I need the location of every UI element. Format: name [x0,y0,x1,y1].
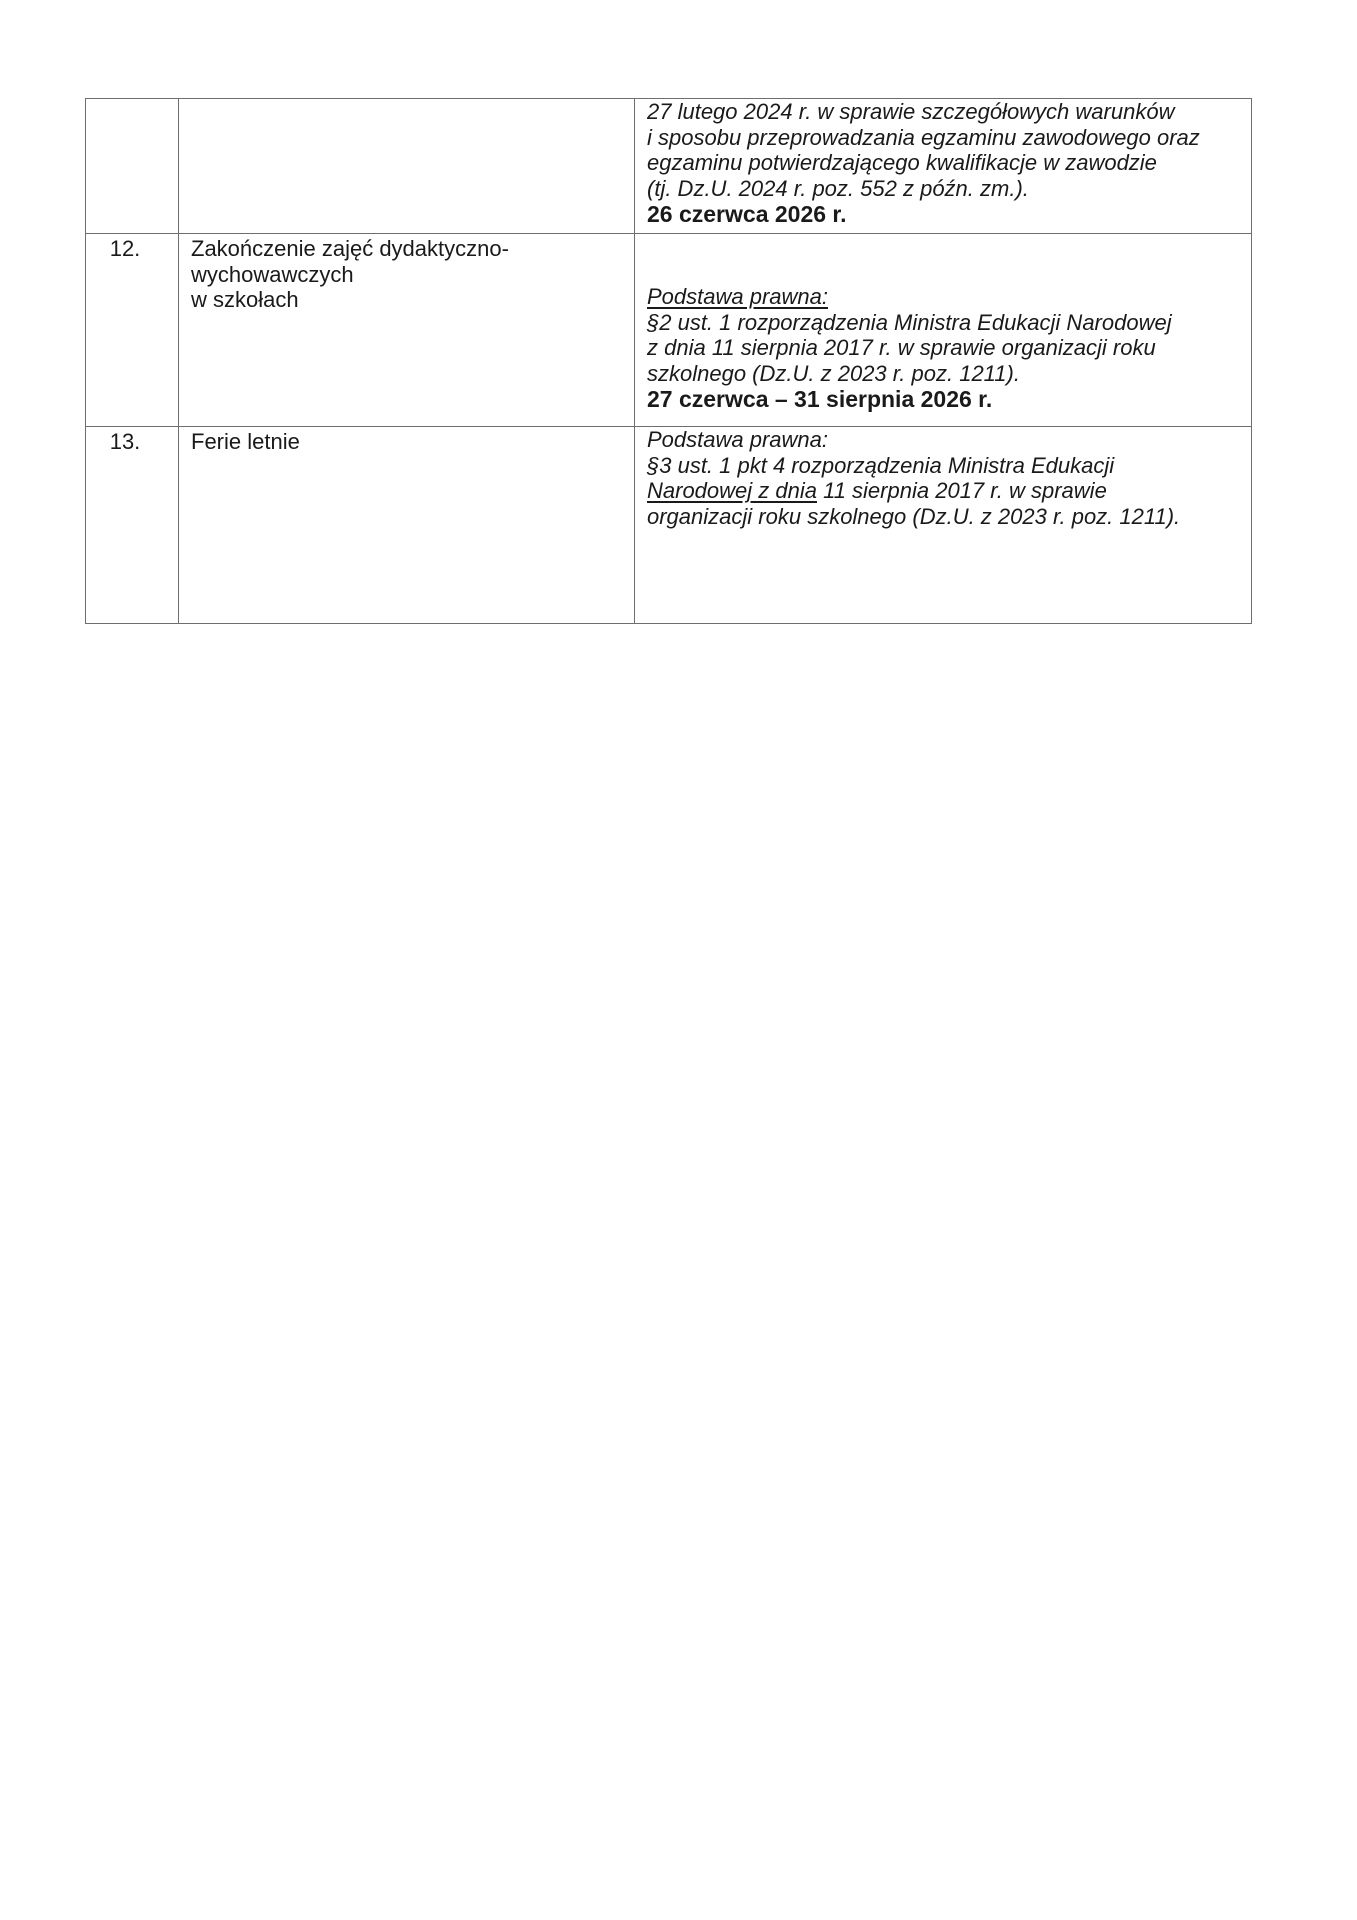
row-number-cell: 13. [86,427,179,624]
spacer [647,234,1241,259]
legal-basis-line: §3 ust. 1 pkt 4 rozporządzenia Ministra Edukacji [647,452,1115,478]
table-row [86,234,1252,427]
table-row [86,99,1252,234]
legal-basis-line: i sposobu przeprowadzania egzaminu zawodowego oraz [647,124,1200,150]
event-line: Zakończenie zajęć dydaktyczno- [191,236,509,261]
legal-basis-line: organizacji roku szkolnego (Dz.U. z 2023 r. poz. 1211). [647,503,1181,529]
legal-basis-label: Podstawa prawna: [647,427,828,452]
spacer [647,259,1241,284]
underlined-text: Narodowej z dnia [647,478,817,503]
legal-basis-line: (tj. Dz.U. 2024 r. poz. 552 z późn. zm.). [647,175,1029,201]
date-value: 26 czerwca 2026 r. [647,201,847,227]
event-line: w szkołach [191,287,299,312]
row-number-cell [86,99,179,234]
legal-basis-line [647,478,1241,504]
event-cell [179,234,635,427]
legal-basis-line: 27 lutego 2024 r. w sprawie szczegółowych warunków [647,99,1175,124]
legal-basis-label: Podstawa prawna: [647,284,828,309]
event-line: wychowawczych [191,261,354,287]
legal-basis-text: 11 sierpnia 2017 r. w sprawie [816,478,1107,503]
event-cell [179,99,635,234]
schedule-table [85,98,1252,624]
table-row [86,427,1252,624]
date-value: 27 czerwca – 31 sierpnia 2026 r. [647,386,993,412]
legal-basis-line: egzaminu potwierdzającego kwalifikacje w zawodzie [647,150,1157,175]
date-cell [635,99,1252,234]
legal-basis-line: z dnia 11 sierpnia 2017 r. w sprawie organizacji roku [647,335,1156,360]
legal-basis-line: szkolnego (Dz.U. z 2023 r. poz. 1211). [647,360,1020,386]
legal-basis-line: §2 ust. 1 rozporządzenia Ministra Edukacji Narodowej [647,309,1172,335]
row-number-cell: 12. [86,234,179,427]
date-cell [635,234,1252,427]
date-cell [635,427,1252,624]
event-cell: Ferie letnie [179,427,635,624]
